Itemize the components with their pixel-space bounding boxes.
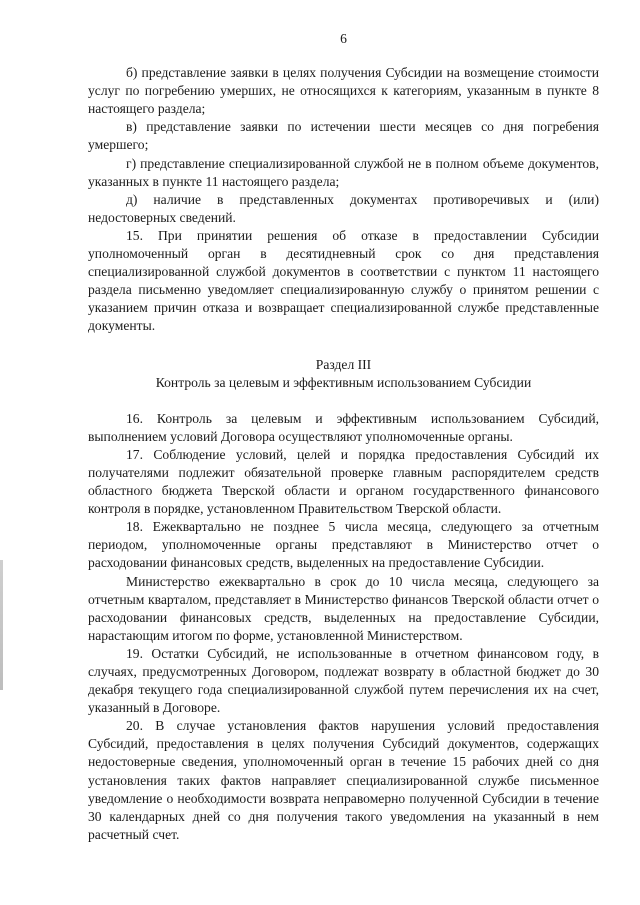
paragraph-14v: в) представление заявки по истечении шести месяцев со дня погребения умершего; xyxy=(88,119,599,153)
section-title: Контроль за целевым и эффективным использованием Субсидии xyxy=(155,374,532,390)
paragraph-17: 17. Соблюдение условий, целей и порядка предоставления Субсидий их получателями подлежит обязательной проверке главным распорядителем средств областного бюджета Тверской области и органом государственного финансового контроля в порядке, установленном Правительством Тверской области. xyxy=(88,446,599,517)
paragraph-20: 20. В случае установления фактов нарушения условий предоставления Субсидий, предоставления в целях получения Субсидий документов, содержащих недостоверные сведения, уполномоченный орган в течение 15 рабочих дней со дня установления таких фактов направляет специализированной службе письменное уведомление о необходимости возврата неправомерно полученной Субсидии в течение 30 календарных дней со дня получения такого уведомления на указанный в нем расчетный счет. xyxy=(88,718,599,842)
scan-edge-artifact xyxy=(0,560,3,690)
paragraph-18-continued: Министерство ежеквартально в срок до 10 числа месяца, следующего за отчетным кварталом, представляет в Министерство финансов Тверской области отчет о расходовании финансовых средств, выделенных на предоставление Субсидии, нарастающим итогом по форме, установленной Министерством. xyxy=(88,573,599,643)
paragraph-15: 15. При принятии решения об отказе в предоставлении Субсидии уполномоченный орган в десятидневный срок со дня представления специализированной службой документов в соответствии с пунктом 11 настоящего раздела письменно уведомляет специализированную службу о принятом решении с указанием причин отказа и возвращает специализированной службе представленные документы. xyxy=(88,227,599,334)
paragraph-16: 16. Контроль за целевым и эффективным использованием Субсидий, выполнением условий Договора осуществляют уполномоченные органы. xyxy=(88,410,599,444)
paragraph-14g: г) представление специализированной службой не в полном объеме документов, указанных в пункте 11 настоящего раздела; xyxy=(88,155,599,189)
page-number: 6 xyxy=(340,31,347,46)
paragraph-14b: б) представление заявки в целях получения Субсидии на возмещение стоимости услуг по погребению умерших, не относящихся к категориям, указанным в пункте 8 настоящего раздела; xyxy=(88,65,599,117)
paragraph-19: 19. Остатки Субсидий, не использованные в отчетном финансовом году, в случаях, предусмотренных Договором, подлежат возврату в областной бюджет до 30 декабря текущего года специализированной службой путем перечисления их на счет, указанный в Договоре. xyxy=(88,645,599,716)
paragraph-18: 18. Ежеквартально не позднее 5 числа месяца, следующего за отчетным периодом, уполномоченные органы представляют в Министерство отчет о расходовании финансовых средств, выделенных на предоставление Субсидии. xyxy=(88,519,599,571)
document-page xyxy=(88,30,599,844)
section-heading: Раздел III xyxy=(315,356,372,372)
paragraph-14d: д) наличие в представленных документах противоречивых и (или) недостоверных сведений. xyxy=(88,191,599,225)
